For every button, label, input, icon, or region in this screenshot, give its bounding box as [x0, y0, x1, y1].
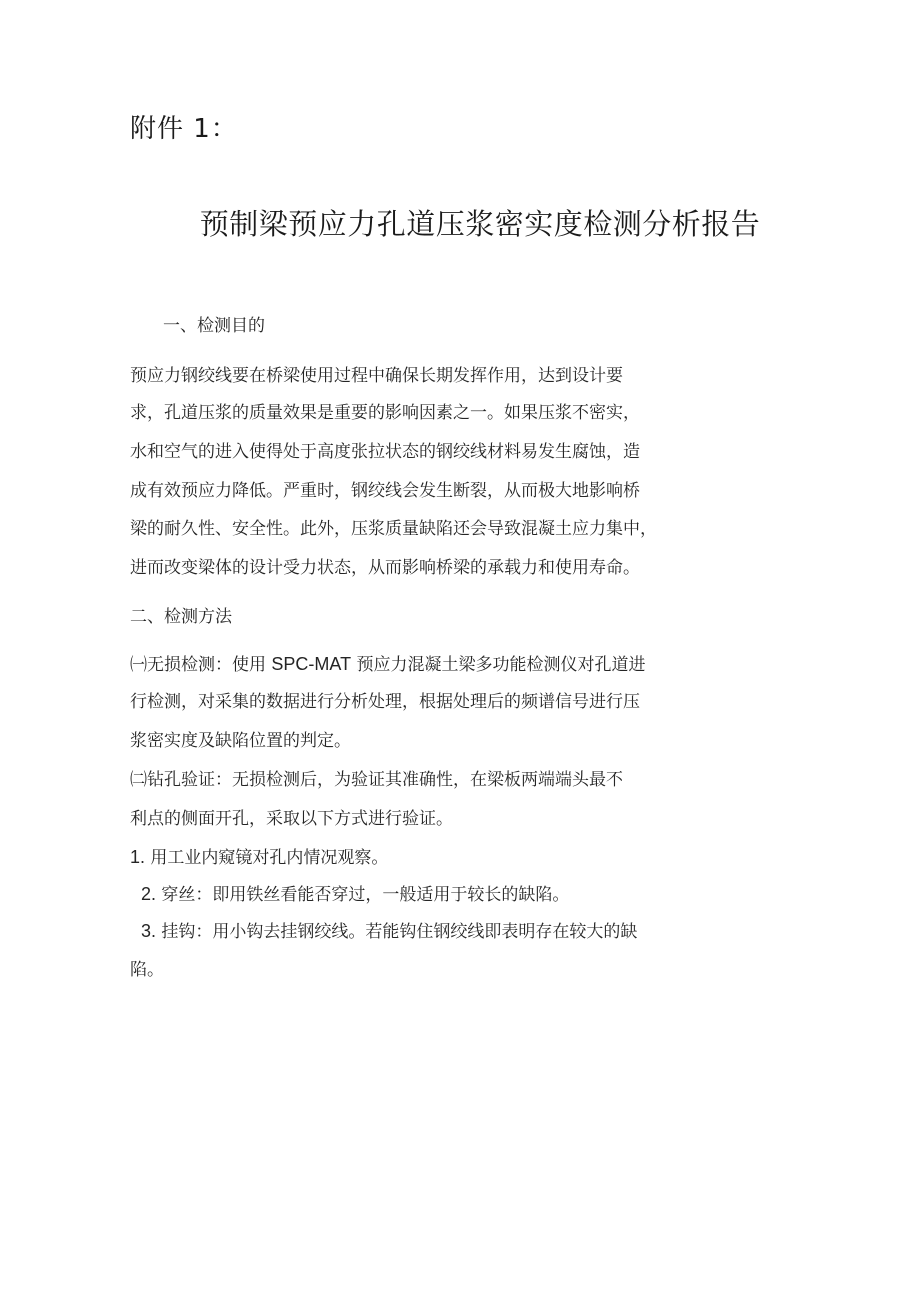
section1-line-4: 成有效预应力降低。严重时，钢绞线会发生断裂，从而极大地影响桥: [130, 481, 640, 501]
step-2-number: 2.: [141, 884, 157, 904]
annex-label: 附件 1：: [130, 114, 238, 144]
device-name: SPC-MAT: [271, 654, 352, 674]
section1-heading: 一、检测目的: [163, 316, 265, 336]
method-1-line-1: [130, 652, 645, 677]
step-3-number: 3.: [141, 921, 157, 941]
section1-line-6: 进而改变梁体的设计受力状态，从而影响桥梁的承载力和使用寿命。: [130, 558, 640, 578]
method-2-line-2: 利点的侧面开孔，采取以下方式进行验证。: [130, 809, 453, 829]
method-2-line-1: ㈡钻孔验证：无损检测后，为验证其准确性，在梁板两端端头最不: [130, 770, 623, 790]
step-1-text: 用工业内窥镜对孔内情况观察。: [145, 848, 389, 868]
report-title: 预制梁预应力孔道压浆密实度检测分析报告: [199, 207, 761, 241]
step-2: [141, 882, 569, 907]
method-1-line-2: 行检测，对采集的数据进行分析处理，根据处理后的频谱信号进行压: [130, 692, 640, 712]
section1-line-2: 求，孔道压浆的质量效果是重要的影响因素之一。如果压浆不密实，: [130, 403, 640, 423]
step-1: [130, 845, 388, 870]
step-2-text: 穿丝：即用铁丝看能否穿过，一般适用于较长的缺陷。: [156, 885, 570, 905]
method-1-prefix: ㈠无损检测：使用: [130, 655, 272, 675]
step-3-text: 挂钩：用小钩去挂钢绞线。若能钩住钢绞线即表明存在较大的缺: [156, 922, 638, 942]
section1-line-1: 预应力钢绞线要在桥梁使用过程中确保长期发挥作用，达到设计要: [130, 366, 623, 386]
step-1-number: 1.: [130, 847, 146, 867]
section1-line-3: 水和空气的进入使得处于高度张拉状态的钢绞线材料易发生腐蚀，造: [130, 442, 640, 462]
section1-line-5: 梁的耐久性、安全性。此外，压浆质量缺陷还会导致混凝土应力集中，: [130, 519, 657, 539]
method-1-suffix: 预应力混凝土梁多功能检测仪对孔道进: [351, 655, 646, 675]
section2-heading: 二、检测方法: [130, 607, 232, 627]
step-3: [141, 919, 637, 944]
method-1-line-3: 浆密实度及缺陷位置的判定。: [130, 731, 351, 751]
step-3-continuation: 陷。: [130, 960, 164, 980]
